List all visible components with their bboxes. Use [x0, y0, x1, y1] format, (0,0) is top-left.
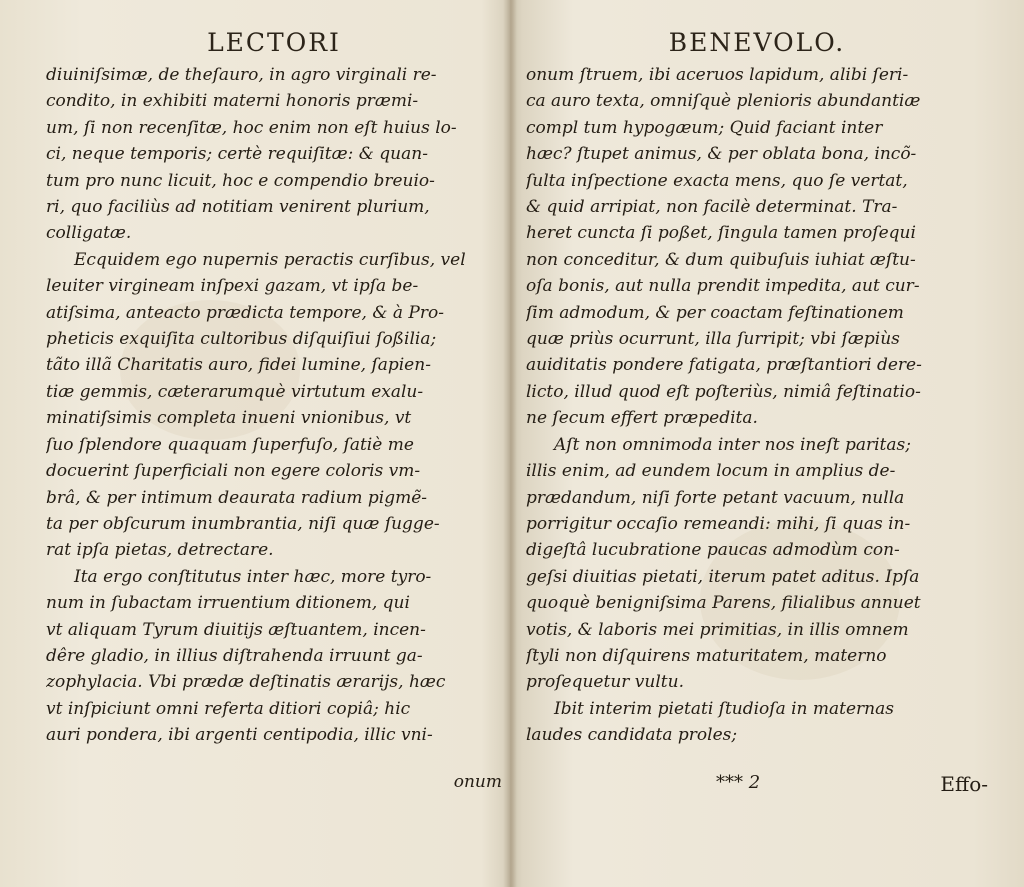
text-line: auiditatis pondere fatigata, præſtantiori dere- [526, 355, 922, 376]
text-line: ſim admodum, & per coactam feſtinationem [526, 302, 904, 323]
text-line: tum pro nunc licuit, hoc e compendio breuio- [46, 170, 435, 191]
text-line: auri pondera, ibi argenti centipodia, illic vni- [46, 725, 433, 746]
right-page-footer [526, 772, 988, 802]
text-line: ci, neque temporis; certè requiſitæ: & quan- [46, 144, 428, 165]
text-line: Ibit interim pietati ſtudioſa in maternas [554, 698, 894, 719]
text-line: ri, quo faciliùs ad notitiam venirent plurium, [46, 197, 430, 218]
text-line: atiſsima, anteacto prædicta tempore, & à Pro- [46, 302, 444, 323]
text-line: quæ priùs ocurrunt, illa ſurripit; vbi ſæpiùs [526, 329, 900, 350]
text-line: minatiſsimis completa inueni vnionibus, vt [46, 408, 412, 429]
text-line: tãto illã Charitatis auro, fidei lumine, ſapien- [46, 355, 431, 376]
text-line: rat ipſa pietas, detrectare. [46, 540, 274, 561]
text-line: & quid arripiat, non facilè determinat. Tra- [526, 197, 898, 218]
text-line: non conceditur, & dum quibuſuis iuhiat æſtu- [526, 249, 916, 270]
book-gutter [503, 0, 517, 887]
text-line: ſuo ſplendore quaquam ſuperfuſo, ſatiè me [46, 434, 414, 455]
text-line: hæc? ſtupet animus, & per oblata bona, incõ- [526, 144, 917, 165]
text-line: docuerint ſuperficiali non egere coloris vm- [46, 461, 421, 482]
text-line: heret cuncta ſi poßet, ſingula tamen proſequi [526, 223, 916, 244]
text-line: pheticis exquiſita cultoribus diſquiſiui ſoßilia; [46, 329, 437, 350]
text-line: oſa bonis, aut nulla prendit impedita, aut cur- [526, 276, 920, 297]
left-page [46, 0, 502, 887]
text-line: num in ſubactam irruentium ditionem, qui [46, 593, 410, 614]
text-line: Ecquidem ego nupernis peractis curſibus, vel [74, 249, 466, 270]
text-line: laudes candidata proles; [526, 725, 738, 746]
text-line: onum ſtruem, ibi aceruos lapidum, alibi ſeri- [526, 65, 909, 85]
text-line: porrigitur occaſio remeandi: mihi, ſi quas in- [526, 513, 911, 534]
text-line: diuiniſsimæ, de theſauro, in agro virginali re- [46, 65, 437, 85]
text-line: vt inſpiciunt omni referta ditiori copiâ; hic [46, 698, 411, 719]
signature-mark: *** 2 [716, 772, 761, 793]
text-line: ne ſecum effert præpedita. [526, 408, 758, 429]
text-line: ſulta inſpectione exacta mens, quo ſe vertat, [526, 170, 908, 191]
text-line: ta per obſcurum inumbrantia, niſi quæ ſugge- [46, 513, 440, 534]
text-line: geſsi diuitias pietati, iterum patet aditus. Ipſa [526, 566, 920, 587]
text-line: colligatæ. [46, 223, 132, 244]
text-line: leuiter virgineam inſpexi gazam, vt ipſa be- [46, 276, 419, 297]
text-line: compl tum hypogæum; Quid faciant inter [526, 117, 883, 138]
text-line: Ita ergo conſtitutus inter hæc, more tyro- [74, 566, 432, 587]
text-line: ſtyli non diſquirens maturitatem, materno [526, 645, 887, 666]
text-line: condito, in exhibiti materni honoris præmi- [46, 91, 419, 112]
text-line: brâ, & per intimum deaurata radium pigmẽ- [46, 487, 428, 508]
right-running-head: BENEVOLO. [668, 28, 846, 57]
text-line: dêre gladio, in illius diſtrahenda irruunt ga- [46, 645, 423, 666]
text-line: um, ſi non recenſitæ, hoc enim non eſt huius lo- [46, 117, 457, 138]
text-line: zophylacia. Vbi prædæ deſtinatis ærarijs, hæc [46, 672, 446, 693]
left-catchword: onum [453, 772, 502, 792]
text-line: licto, illud quod eſt poſteriùs, nimiâ feſtinatio- [526, 381, 921, 402]
right-catchword: Effo- [940, 772, 988, 796]
text-line: digeſtâ lucubratione paucas admodùm con- [526, 540, 900, 561]
text-line: Aſt non omnimoda inter nos ineſt paritas; [554, 434, 911, 455]
text-line: proſequetur vultu. [526, 672, 684, 693]
text-line: tiæ gemmis, cæterarumquè virtutum exalu- [46, 381, 424, 402]
left-page-footer [46, 772, 502, 802]
right-page [526, 0, 988, 887]
text-line: prædandum, niſi forte petant vacuum, nulla [526, 487, 905, 508]
text-line: quoquè benigniſsima Parens, filialibus annuet [526, 593, 921, 614]
left-page-text [46, 62, 502, 749]
text-line: votis, & laboris mei primitias, in illis omnem [526, 619, 909, 640]
text-line: vt aliquam Tyrum diuitijs æſtuantem, incen- [46, 619, 426, 640]
right-page-text [526, 62, 988, 749]
text-line: ca auro texta, omniſquè plenioris abundantiæ [526, 91, 921, 112]
left-running-head: LECTORI [207, 28, 341, 57]
text-line: illis enim, ad eundem locum in amplius de- [526, 461, 896, 482]
